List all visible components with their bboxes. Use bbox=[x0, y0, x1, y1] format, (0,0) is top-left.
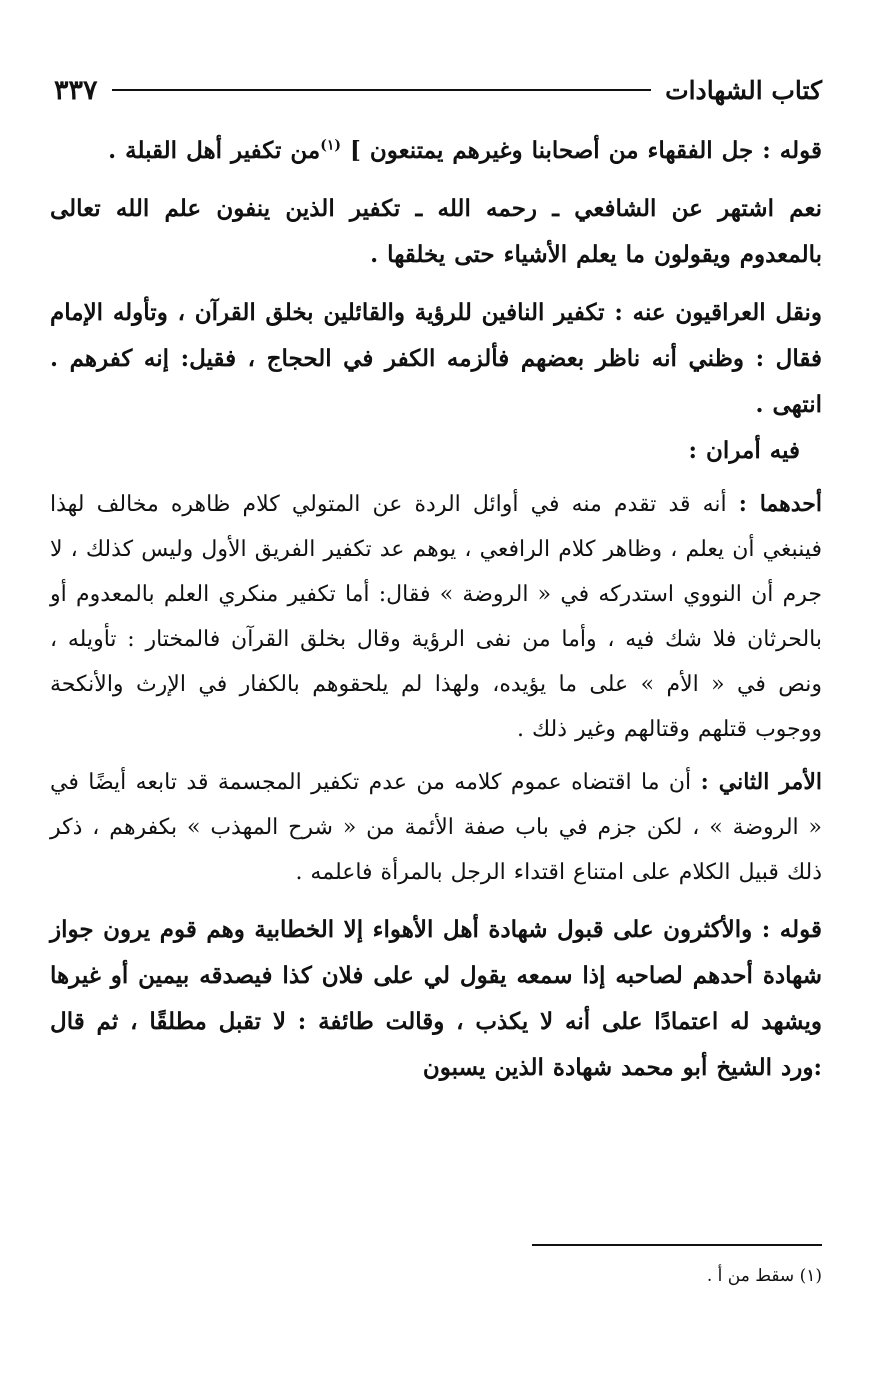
running-header bbox=[50, 60, 822, 120]
document-page bbox=[50, 60, 822, 1091]
header-rule bbox=[112, 89, 652, 91]
paragraph-3: ونقل العراقيون عنه : تكفير النافين للرؤية والقائلين بخلق القرآن ، وتأوله الإمام فقال : وظني أنه ناظر بعضهم فألزمه الكفر في الحجاج ، فقيل: إنه كفرهم . انتهى . bbox=[50, 299, 822, 418]
book-title: كتاب الشهادات bbox=[665, 75, 822, 105]
footnote: (١) سقط من أ . bbox=[706, 1266, 822, 1286]
paragraph-4: فيه أمران : bbox=[688, 437, 800, 464]
footnote-marker[interactable]: (١) bbox=[320, 137, 341, 154]
paragraph-2: نعم اشتهر عن الشافعي ـ رحمه الله ـ تكفير الذين ينفون علم الله تعالى بالمعدوم ويقولون ما يعلم الأشياء حتى يخلقها . bbox=[50, 195, 822, 268]
paragraph-6: الأمر الثاني : أن ما اقتضاه عموم كلامه من عدم تكفير المجسمة قد تابعه أيضًا في « الروضة » ، لكن جزم في باب صفة الأئمة من « شرح المهذب » بكفرهم ، ذكر ذلك قبيل الكلام على امتناع اقتداء الرجل بالمرأة فاعلمه . bbox=[50, 769, 822, 885]
paragraph-6-lead: الأمر الثاني : bbox=[700, 769, 822, 795]
page-number: ٣٣٧ bbox=[54, 74, 98, 106]
paragraph-5-lead: أحدهما : bbox=[738, 491, 822, 517]
paragraph-1: قوله : جل الفقهاء من أصحابنا وغيرهم يمتنعون ] $^{(١)}$من تكفير أهل القبلة . bbox=[108, 137, 822, 164]
footnote-rule bbox=[532, 1244, 822, 1246]
paragraph-7: قوله : والأكثرون على قبول شهادة أهل الأهواء إلا الخطابية وهم قوم يرون جواز شهادة أحدهم لصاحبه إذا سمعه يقول لي على فلان كذا فيصدقه بيمين أو غيرها ويشهد له اعتمادًا على أنه لا يكذب ، وقالت طائفة : لا تقبل مطلقًا ، ثم قال :ورد الشيخ أبو محمد شهادة الذين يسبون bbox=[50, 916, 822, 1081]
paragraph-5: أحدهما : أنه قد تقدم منه في أوائل الردة عن المتولي كلام ظاهره مخالف لهذا فينبغي أن يعلم ، وظاهر كلام الرافعي ، يوهم عد تكفير الفريق الأول وليس كذلك ، لا جرم أن النووي استدركه في « الروضة » فقال: أما تكفير منكري العلم بالمعدوم أو بالحرثان فلا شك فيه ، وأما من نفى الرؤية وقال بخلق القرآن فالمختار : تأويله ، ونص في « الأم » على ما يؤيده، ولهذا لم يلحقوهم بالكفار في الإرث والأنكحة ووجوب قتلهم وقتالهم وغير ذلك . bbox=[50, 491, 822, 742]
